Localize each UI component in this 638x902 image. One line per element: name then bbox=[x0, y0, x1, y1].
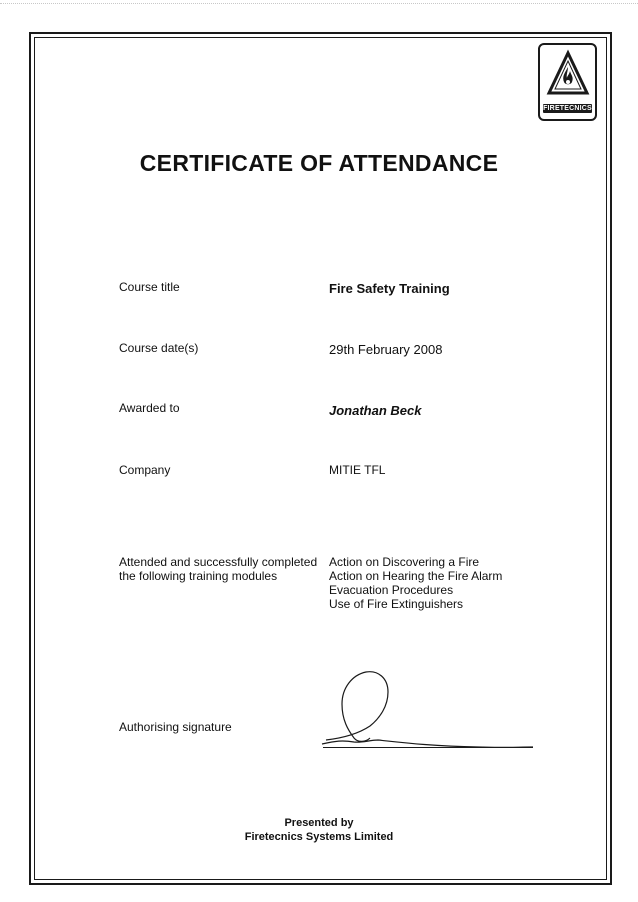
company-label: Company bbox=[119, 463, 171, 477]
module-item: Action on Discovering a Fire bbox=[329, 555, 480, 569]
module-item: Use of Fire Extinguishers bbox=[329, 597, 464, 611]
certificate-title: CERTIFICATE OF ATTENDANCE bbox=[139, 150, 499, 176]
company-name-line: Firetecnics Systems Limited bbox=[244, 831, 394, 843]
modules-list bbox=[329, 555, 502, 611]
modules-label bbox=[119, 555, 317, 583]
presented-by-line: Presented by bbox=[284, 817, 354, 829]
course-title-value: Fire Safety Training bbox=[329, 281, 450, 296]
module-item: Action on Hearing the Fire Alarm bbox=[329, 569, 503, 583]
company-value: MITIE TFL bbox=[329, 463, 386, 477]
signature-label: Authorising signature bbox=[119, 720, 232, 734]
module-item: Evacuation Procedures bbox=[329, 583, 454, 597]
course-dates-label: Course date(s) bbox=[119, 341, 199, 355]
logo-text: FIRETECNICS bbox=[543, 105, 592, 112]
awarded-to-value: Jonathan Beck bbox=[329, 403, 422, 418]
awarded-to-label: Awarded to bbox=[119, 401, 180, 415]
course-title-label: Course title bbox=[119, 280, 180, 294]
authorising-signature bbox=[318, 668, 538, 753]
modules-label-line2: the following training modules bbox=[119, 569, 278, 583]
page-edge bbox=[0, 3, 638, 4]
course-dates-value: 29th February 2008 bbox=[329, 342, 443, 357]
modules-label-line1: Attended and successfully completed bbox=[119, 555, 318, 569]
firetecnics-logo bbox=[538, 43, 597, 121]
presented-by-footer bbox=[0, 816, 638, 844]
fire-warning-icon bbox=[546, 49, 590, 101]
signature-line bbox=[323, 747, 533, 748]
